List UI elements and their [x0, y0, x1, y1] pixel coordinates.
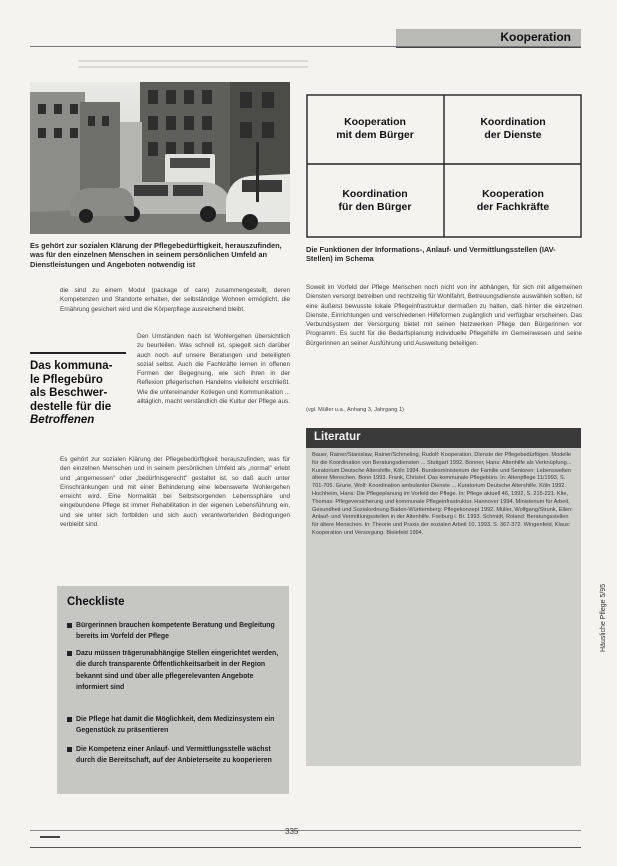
diagram-caption: Die Funktionen der Informations-, Anlauf- und Vermittlungsstellen (IAV-Stellen) im Schema: [306, 245, 556, 264]
section-tab-label: Kooperation: [500, 30, 571, 44]
checklist-item: [67, 714, 283, 737]
checklist-item-text: Die Kompetenz einer Anlauf- und Vermittlungsstelle wächst durch die Bereitschaft, auf der Anbieterseite zu kooperieren: [76, 746, 272, 765]
checklist-item-text: Dazu müssen trägerunabhängige Stellen eingerichtet werden, die durch transparente Öffentlichkeitsarbeit in der Region bekannt sind und über alle pflegerelevanten Angebote informiert sind: [76, 650, 279, 691]
side-heading-line: Das kommuna-: [30, 360, 113, 372]
diagram-cell-kooperation-fachkraefte: [444, 164, 582, 238]
diagram-cell-label: Koordination der Dienste: [480, 116, 546, 141]
source-note: (vgl. Müller u.a., Anhang 3, Jahrgang 1): [306, 407, 404, 413]
iav-functions-diagram: [306, 94, 582, 238]
checklist-item: [67, 620, 283, 643]
checklist-item: [67, 744, 283, 767]
diagram-cell-label: Kooperation der Fachkräfte: [476, 188, 550, 213]
literature-title: Literatur: [314, 431, 361, 443]
body-paragraph-2: Den Umständen nach ist Wohlergehen übersichtlich zu beurteilen. Was schnell ist, spiegelt sich darüber auch noch auf unsere Beratungen und beteiligten sozial selbst. Auch die Fachkräfte lernen in offenen Formen der Begegnung, wie sich ihren in der Reflexion pflegerischen Handelns vielleicht erschließt. Wie die untereinander Kollegen und Kommunikation ... alltäglich, macht verständlich die Kultur der Pflege aus.: [137, 333, 290, 406]
checklist-box: [57, 586, 289, 794]
footer-rule-bottom: [30, 847, 581, 848]
side-heading-line: le Pflegebüro: [30, 373, 103, 386]
literature-list: Bauer, Rainer/Stanislaw, Rainer/Schmeling, Rudolf: Kooperation, Dienste der Pflegebedürftigen. Modelle für die Koordination von Beratungsdiensten ... Stuttgart 1992. Bonner, Hans: Altenhilfe als Verknüpfung... Kuratorium Deutsche Altershilfe, Köln 1994. Bundesministerium der Familie und Senioren: Lebenswelten älterer Menschen. Bonn 1993. Frank, Christel: Das kommunale Pflegebüro. In: Altenpflege 11/1993, S. 701-705. Grune, Wolf: Koordination ambulanter Dienste ... Kuratorium Deutsche Altershilfe. Köln 1992. Hochheim, Hans: Die Pflegeplanung im Vorfeld der Pflege. In: Pflege aktuell 46, 1992, S. 215-221. Klie, Thomas: Pflegeversicherung und kommunale Pflegeinfrastruktur. Hannover 1994. Ministerium für Arbeit, Gesundheit und Sozialordnung Baden-Württemberg: Pflegekonzept 1992. Müller, Wolfgang/Strunk, Ellen: Anlauf- und Vermittlungsstellen in der Altenhilfe. Freiburg i. Br. 1993. Schmidt, Roland: Beratungsstellen für ältere Menschen. In: Theorie und Praxis der sozialen Arbeit 10, 1993, S. 367-372. Wingenfeld, Klaus: Kooperation und Versorgung. Bielefeld 1994.: [312, 452, 573, 536]
checklist-title: Checkliste: [67, 596, 125, 608]
bullet-square-icon: [67, 623, 72, 628]
literature-header: [306, 428, 581, 448]
body-paragraph-right: Soweit im Vorfeld der Pflege Menschen noch nicht von ihr abhängen, für sich mit allgemeinen Diensten versorgt betreiben und rechtzeitig für Wohlfahrt, Betreuungsdienste auswählen sollten, ist eine äußerst bewusste lokale Pflegeinfrastruktur dermaßen zu halten, daß hinter die einzelnen Dienste, Einrichtungen und verschiedenen Hilfeformen zugänglich und verfügbar erscheinen. Das Verbundsystem der Versorgung bietet mit seinen Netzwerken Pflege den Bürgerinnen vor Programm. Es sucht für die Bedarfsplanung individuelle Pflegehilfe im Gemeinwesen und seine Bürgerinnen an seiner Ausführung und Ausweitung beteiligen.: [306, 284, 582, 347]
diagram-cell-kooperation-buerger: [306, 94, 444, 164]
diagram-cell-koordination-dienste: [444, 94, 582, 164]
body-paragraph-3: Es gehört zur sozialen Klärung der Pflegebedürftigkeit herauszufinden, was für den einzelnen Menschen und in seinem persönlichen Umfeld als „normal" erlebt und „angemessen" oder „bedürfnisgerecht" gestaltet ist, so daß auch unter Einschränkungen und mit einer Behinderung eine lebenswerte Wohlergehen erreicht wird. Eine Normalität bei Selbstsorgenden Lebenssphäre und eingebundene Pflege ist immer Rehabilitation in der eigenen Lebensführung ein, und sie unter sich fortbilden und sich auch verantwortenden Bedingungen verbleibt sind.: [60, 456, 290, 529]
faded-line: [78, 60, 308, 62]
faded-line: [78, 66, 308, 68]
side-heading-line: als Beschwer-: [30, 387, 108, 399]
page-number: 335: [285, 827, 299, 836]
side-heading-line: destelle für die: [30, 400, 112, 413]
checklist-item-text: Bürgerinnen brauchen kompetente Beratung und Begleitung bereits im Vorfeld der Pflege: [76, 622, 275, 641]
photo-caption: Es gehört zur sozialen Klärung der Pflegebedürftigkeit, herauszufinden, was für den einzelnen Menschen in seinem persönlichen Umfeld an Dienstleistungen und Angeboten notwendig ist: [30, 241, 282, 269]
footer-rule: [30, 830, 581, 831]
bullet-square-icon: [67, 651, 72, 656]
journal-side-label: Häusliche Pflege 5/95: [600, 583, 607, 652]
literature-box: [306, 448, 581, 766]
bullet-square-icon: [67, 747, 72, 752]
checklist-item-text: Die Pflege hat damit die Möglichkeit, dem Medizinsystem ein Gegenstück zu präsentieren: [76, 716, 275, 735]
side-heading-rule: [30, 352, 126, 354]
diagram-cell-label: Kooperation mit dem Bürger: [336, 116, 414, 141]
street-photo: [30, 82, 290, 234]
bullet-square-icon: [67, 717, 72, 722]
checklist-item: [67, 648, 283, 693]
diagram-cell-koordination-buerger: [306, 164, 444, 238]
corner-mark: [40, 836, 60, 838]
diagram-cell-label: Koordination für den Bürger: [338, 188, 412, 213]
header-rule: [30, 46, 581, 47]
side-heading: [30, 360, 130, 428]
body-paragraph-1: die sind zu einem Modul (package of care) zusammengestellt, deren Kompetenzen und Standorte erhalten, der selbständige Wohnen ermöglicht, die Ernährung gesichert wird und die Körperpflege ausreichend bleibt.: [60, 287, 290, 313]
side-heading-line: Betroffenen: [30, 414, 95, 426]
